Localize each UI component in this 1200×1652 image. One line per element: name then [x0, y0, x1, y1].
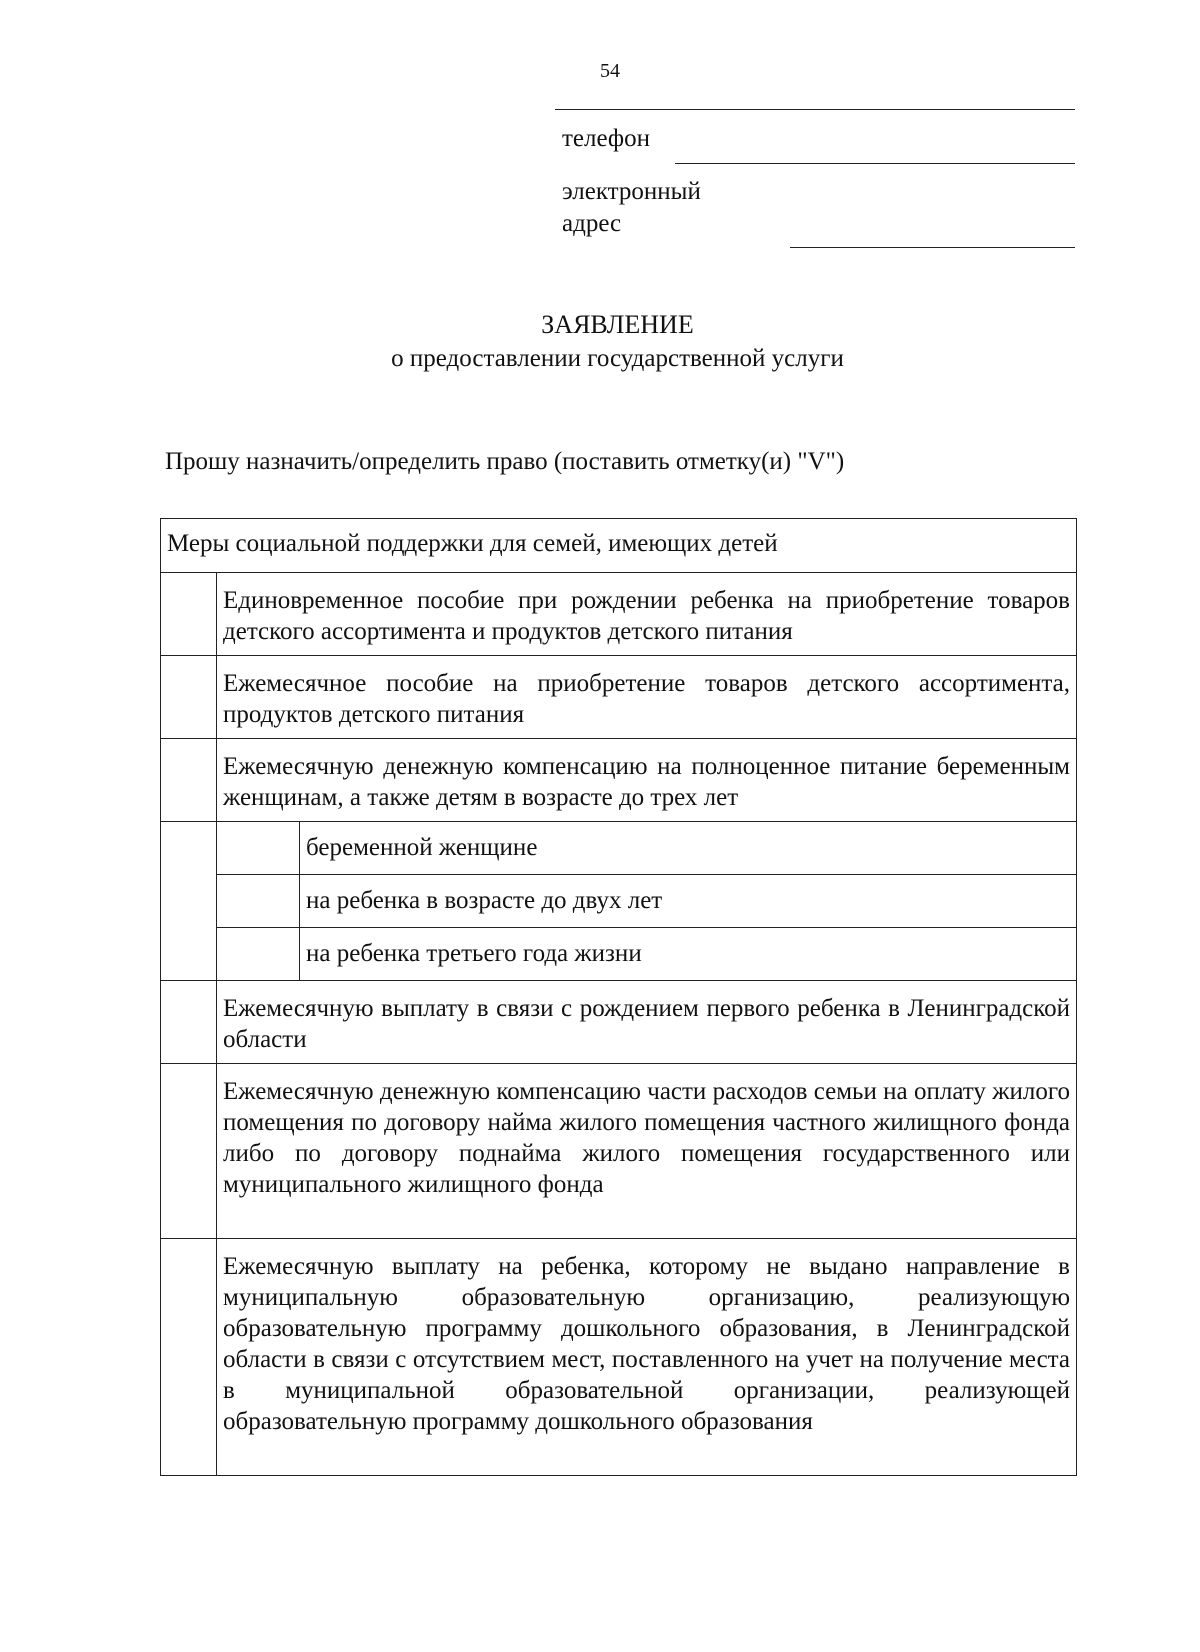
row-text: Единовременное пособие при рождении ребенка на приобретение товаров детского ассортимента и продуктов детского питания: [217, 573, 1077, 656]
checkbox-cell-child-third-year[interactable]: [217, 928, 300, 981]
checkbox-cell-first-child-payment[interactable]: [161, 981, 217, 1064]
table-row: [161, 1064, 1077, 1239]
subrow-text: на ребенка в возрасте до двух лет: [300, 875, 1077, 928]
nutrition-subtable: [217, 822, 1076, 980]
checkbox-cell-nutrition-compensation[interactable]: [161, 739, 217, 822]
table-row: [161, 981, 1077, 1064]
checkbox-cell-preschool-payment[interactable]: [161, 1239, 217, 1476]
table-row: [161, 739, 1077, 822]
email-label-line2: адрес: [562, 210, 622, 237]
email-field-line[interactable]: [790, 247, 1075, 248]
document-title: ЗАЯВЛЕНИЕ: [541, 310, 694, 339]
row-text: Ежемесячную денежную компенсацию части расходов семьи на оплату жилого помещения по договору найма жилого помещения частного жилищного фонда либо по договору поднайма жилого помещения государственного или муниципального жилищного фонда: [217, 1064, 1077, 1239]
email-label-line1: электронный: [562, 178, 701, 205]
page-number: 54: [600, 60, 620, 82]
row-text: Ежемесячную выплату в связи с рождением первого ребенка в Ленинградской области: [217, 981, 1077, 1064]
request-text: Прошу назначить/определить право (поставить отметку(и) "V"): [165, 448, 845, 475]
document-subtitle: о предоставлении государственной услуги: [391, 345, 844, 372]
checkbox-cell-housing-compensation[interactable]: [161, 1064, 217, 1239]
subrow-text: беременной женщине: [300, 822, 1077, 875]
checkbox-cell-lump-sum-birth[interactable]: [161, 573, 217, 656]
table-row: [161, 656, 1077, 739]
checkbox-cell-child-under-two[interactable]: [217, 875, 300, 928]
table-header: Меры социальной поддержки для семей, имеющих детей: [161, 519, 1077, 573]
subtable-row: [217, 822, 1076, 875]
table-row: [161, 573, 1077, 656]
row-text: Ежемесячное пособие на приобретение товаров детского ассортимента, продуктов детского питания: [217, 656, 1077, 739]
subgroup-cell: [217, 822, 1077, 981]
subtable-row: [217, 875, 1076, 928]
table-row: [161, 1239, 1077, 1476]
table-row-subgroup: [161, 822, 1077, 981]
checkbox-cell-monthly-allowance[interactable]: [161, 656, 217, 739]
phone-field-line[interactable]: [675, 163, 1075, 164]
top-rule: [555, 109, 1075, 110]
checkbox-cell-pregnant-woman[interactable]: [217, 822, 300, 875]
phone-label: телефон: [562, 125, 650, 152]
row-text: Ежемесячную выплату на ребенка, которому не выдано направление в муниципальную образовательную организацию, реализующую образовательную программу дошкольного образования, в Ленинградской области в связи с отсутствием мест, поставленного на учет на получение места в муниципальной образовательной организации, реализующей образовательную программу дошкольного образования: [217, 1239, 1077, 1476]
measures-table: [160, 518, 1077, 1476]
subtable-row: [217, 928, 1076, 981]
subrow-text: на ребенка третьего года жизни: [306, 940, 642, 967]
checkbox-cell-subgroup: [161, 822, 217, 981]
row-text: Ежемесячную денежную компенсацию на полноценное питание беременным женщинам, а также детям в возрасте до трех лет: [217, 739, 1077, 822]
